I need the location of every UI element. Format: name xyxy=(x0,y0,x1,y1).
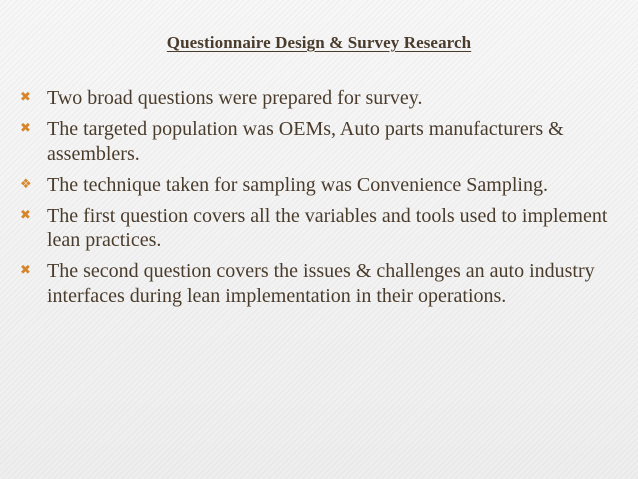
bullet-list xyxy=(0,86,638,315)
x-mark-icon: ✖ xyxy=(20,121,31,136)
diamond-star-icon: ❖ xyxy=(20,176,32,192)
bullet-item xyxy=(0,117,638,166)
bullet-text: The second question covers the issues & challenges an auto industry interfaces during lean implementation in their operations. xyxy=(47,260,595,307)
x-mark-icon: ✖ xyxy=(20,207,31,223)
x-mark-icon: ✖ xyxy=(20,263,31,278)
bullet-item xyxy=(0,204,638,253)
x-mark-icon: ✖ xyxy=(20,90,31,105)
bullet-text: The first question covers all the variables and tools used to implement lean practices. xyxy=(47,204,608,251)
bullet-text: The technique taken for sampling was Convenience Sampling. xyxy=(47,173,548,196)
bullet-item xyxy=(0,86,638,111)
bullet-item xyxy=(0,259,638,308)
slide-title: Questionnaire Design & Survey Research xyxy=(166,33,472,52)
bullet-item xyxy=(0,173,638,198)
bullet-text: Two broad questions were prepared for survey. xyxy=(47,87,423,109)
bullet-text: The targeted population was OEMs, Auto parts manufacturers & assemblers. xyxy=(47,118,564,165)
